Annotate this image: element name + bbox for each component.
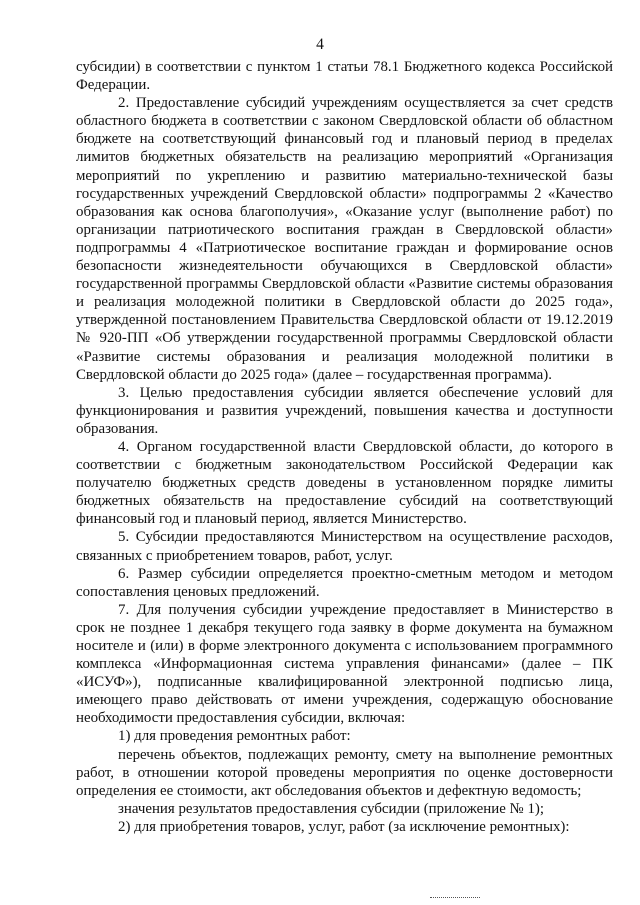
subitem-1: 1) для проведения ремонтных работ:: [118, 728, 351, 745]
footer-dotted-line: [430, 897, 480, 898]
subitem-2: 2) для приобретения товаров, услуг, работ (за исключение ремонтных):: [118, 818, 570, 835]
paragraph-3: 3. Целью предоставления субсидии является обеспечение условий для функционирования и развития учреждений, повышения качества и доступности образования.: [76, 384, 613, 437]
document-body: [76, 58, 613, 836]
paragraph-5: 5. Субсидии предоставляются Министерством на осуществление расходов, связанных с приобретением товаров, работ, услуг.: [76, 529, 613, 564]
paragraph-4: 4. Органом государственной власти Свердловской области, до которого в соответствии с бюджетным законодательством Российской Федерации как получателю бюджетных средств доведены в установленном порядке лимиты бюджетных обязательств на предоставление субсидий на соответствующий финансовый год и плановый период, является Министерство.: [76, 438, 613, 528]
paragraph-7: 7. Для получения субсидии учреждение предоставляет в Министерство в срок не позднее 1 декабря текущего года заявку в форме документа на бумажном носителе и (или) в форме электронного документа с использованием программного комплекса «Информационная система управления финансами» (далее – ПК «ИСУФ»), подписанные квалифицированной электронной подписью лица, имеющего право действовать от имени учреждения, содержащую обоснование необходимости предоставления субсидии, включая:: [76, 601, 613, 727]
page-number: 4: [316, 36, 324, 53]
subitem-1-results: значения результатов предоставления субсидии (приложение № 1);: [118, 800, 544, 817]
paragraph-continuation: субсидии) в соответствии с пунктом 1 статьи 78.1 Бюджетного кодекса Российской Федерации.: [76, 59, 613, 94]
paragraph-2: 2. Предоставление субсидий учреждениям осуществляется за счет средств областного бюджета в соответствии с законом Свердловской области об областном бюджете на соответствующий финансовый год и плановый период в пределах лимитов бюджетных обязательств на реализацию мероприятий «Организация мероприятий по укреплению и развитию материально-технической базы государственных учреждений Свердловской области» подпрограммы 2 «Качество образования как основа благополучия», «Оказание услуг (выполнение работ) по организации патриотического воспитания граждан в Свердловской области» подпрограммы 4 «Патриотическое воспитание граждан и формирование основ безопасности жизнедеятельности обучающихся в Свердловской области» государственной программы Свердловской области «Развитие системы образования и реализация молодежной политики в Свердловской области до 2025 года», утвержденной постановлением Правительства Свердловской области от 19.12.2019 № 920-ПП «Об утверждении государственной программы Свердловской области «Развитие системы образования и реализация молодежной политики в Свердловской области до 2025 года» (далее – государственная программа).: [76, 95, 613, 383]
paragraph-6: 6. Размер субсидии определяется проектно-сметным методом и методом сопоставления ценовых предложений.: [76, 565, 613, 600]
subitem-1-objects: перечень объектов, подлежащих ремонту, смету на выполнение ремонтных работ, в отношении которой проведены мероприятия по оценке достоверности определения ее стоимости, акт обследования объектов и дефектную ведомость;: [76, 746, 613, 799]
